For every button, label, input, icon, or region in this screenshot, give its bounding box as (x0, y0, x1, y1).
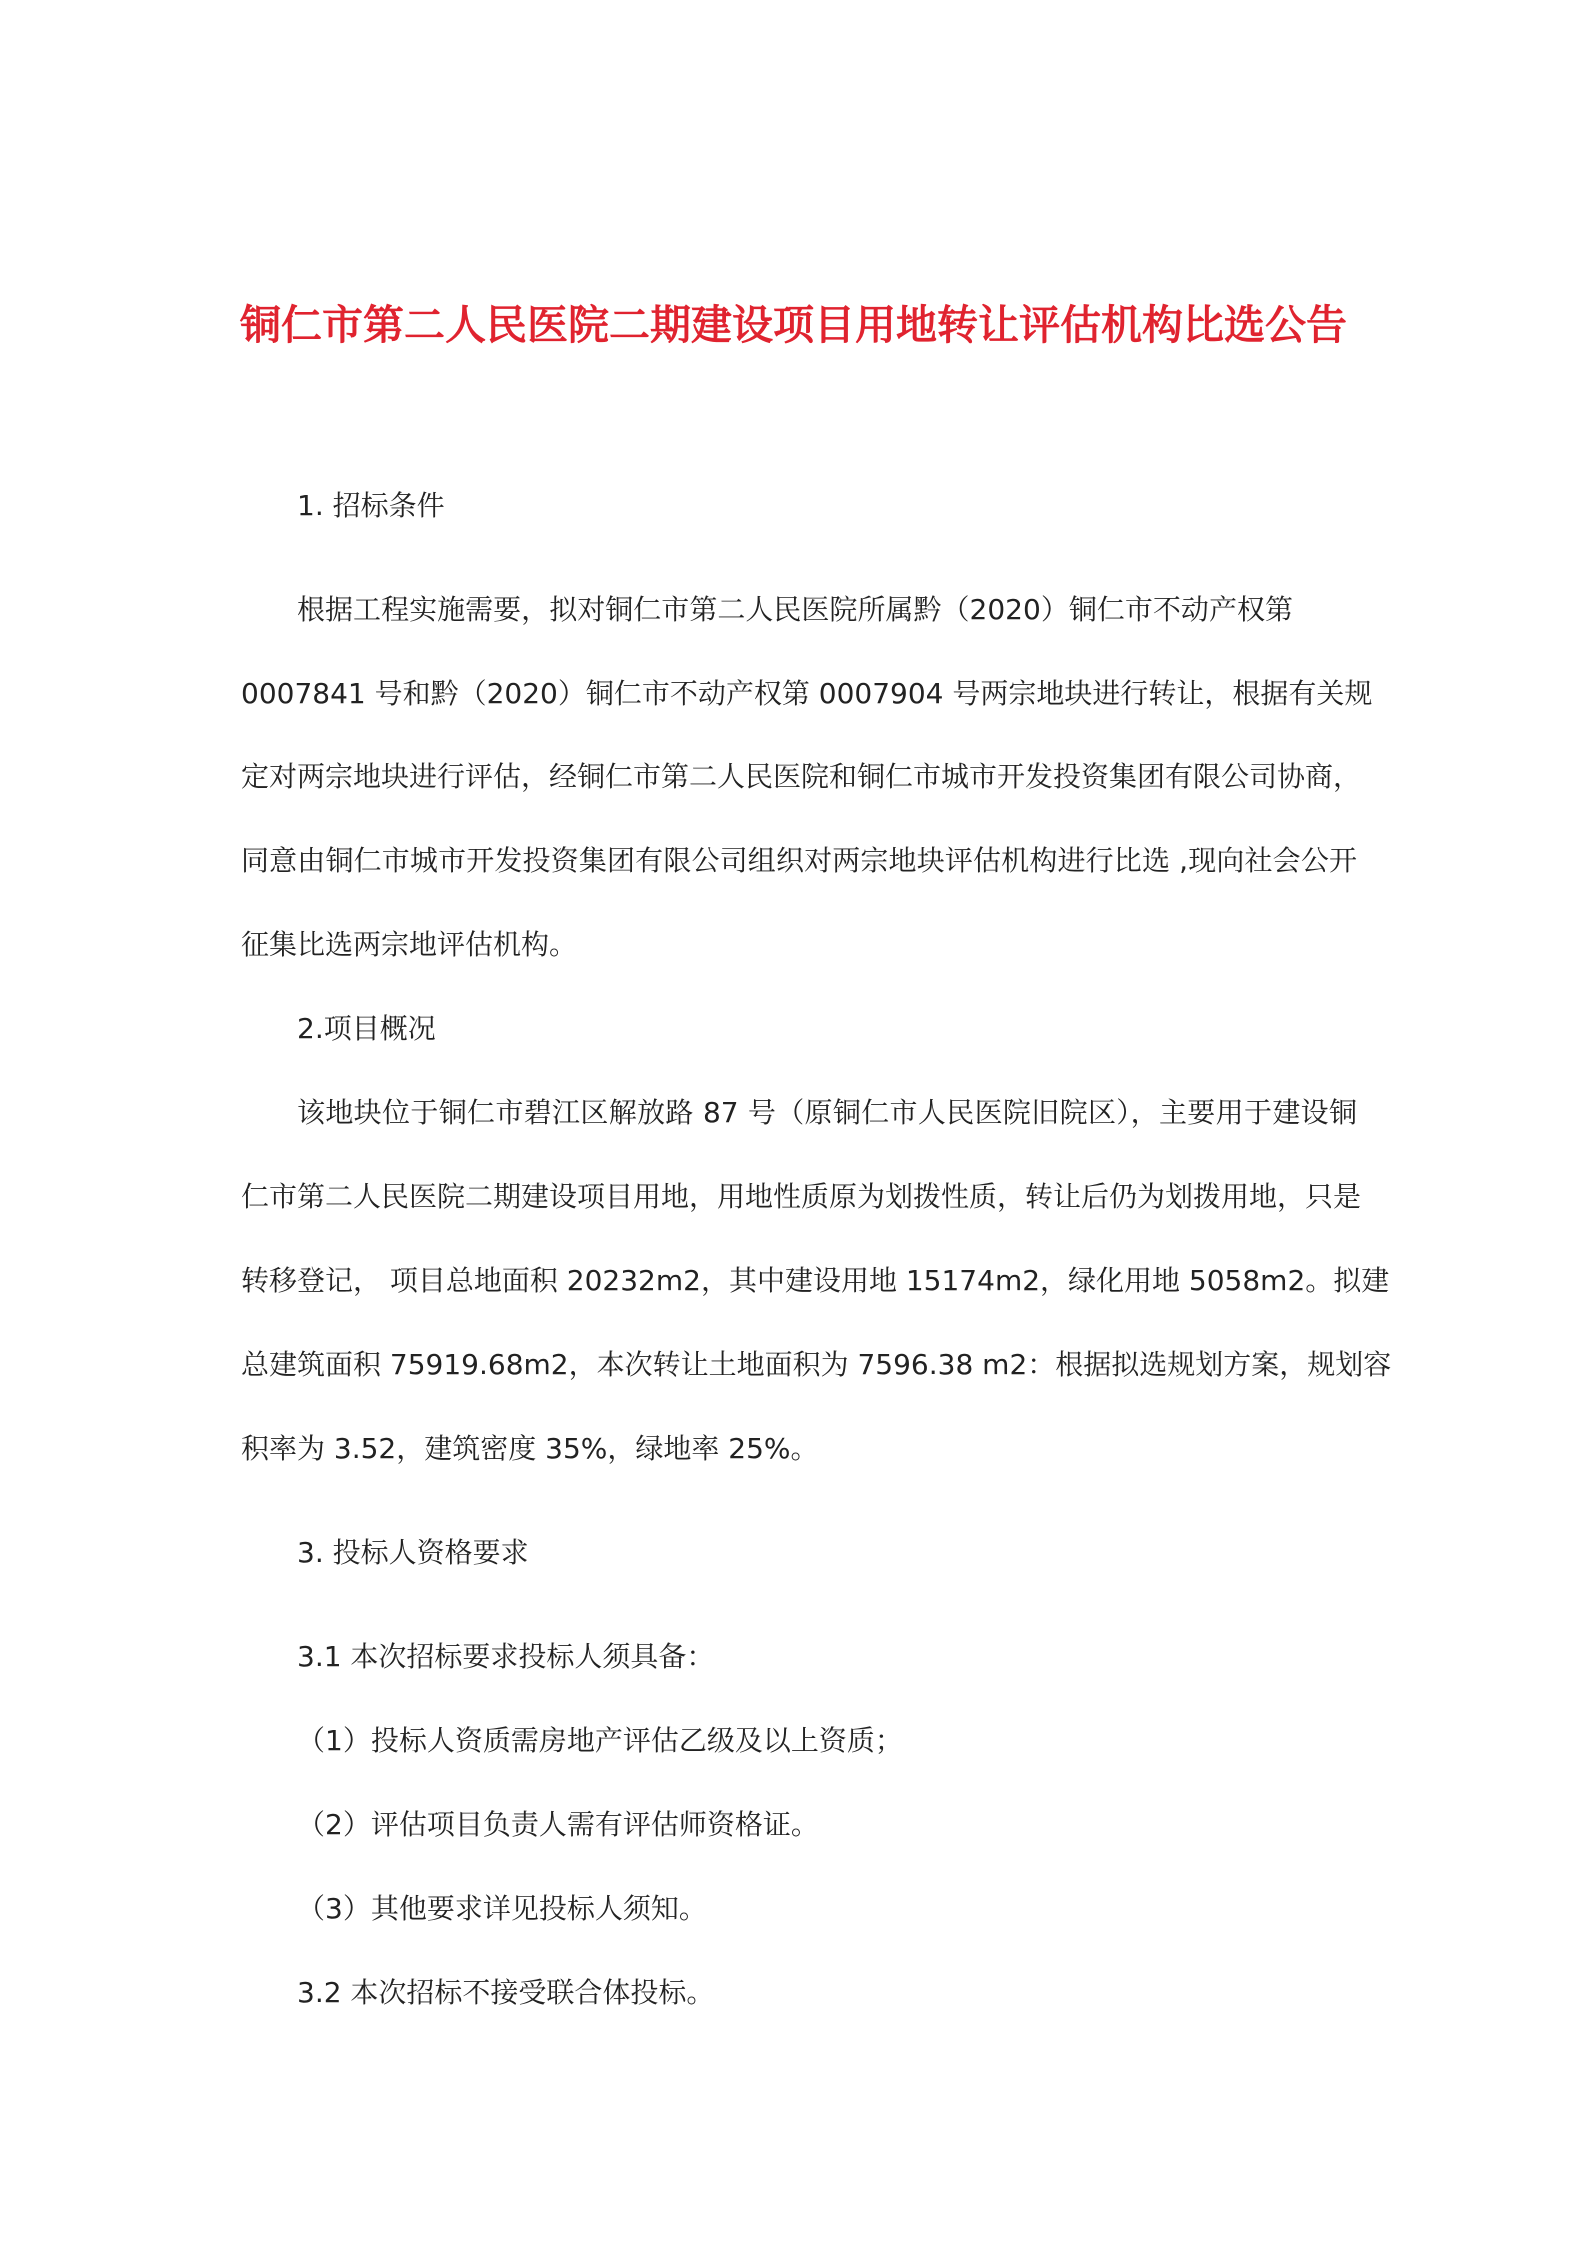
section3-sub1: 3.1 本次招标要求投标人须具备： (297, 1640, 715, 1673)
section2-line: 仁市第二人民医院二期建设项目用地，用地性质原为划拨性质，转让后仍为划拨用地，只是 (241, 1180, 1362, 1213)
section2-line: 转移登记， 项目总地面积 20232m2，其中建设用地 15174m2，绿化用地 5058m2。拟建 (241, 1264, 1390, 1297)
requirement-item: （1）投标人资质需房地产评估乙级及以上资质； (297, 1724, 903, 1757)
requirement-item: （3）其他要求详见投标人须知。 (297, 1892, 707, 1925)
section3-sub2: 3.2 本次招标不接受联合体投标。 (297, 1976, 715, 2009)
section1-line: 0007841 号和黔（2020）铜仁市不动产权第 0007904 号两宗地块进行转让，根据有关规 (241, 677, 1373, 710)
section2-line: 总建筑面积 75919.68m2，本次转让土地面积为 7596.38 m2：根据拟选规划方案，规划容 (241, 1348, 1392, 1381)
document-title: 铜仁市第二人民医院二期建设项目用地转让评估机构比选公告 (240, 301, 1347, 349)
section2-line: 该地块位于铜仁市碧江区解放路 87 号（原铜仁市人民医院旧院区），主要用于建设铜 (297, 1096, 1357, 1129)
section2-heading: 2.项目概况 (297, 1012, 436, 1045)
section1-line: 征集比选两宗地评估机构。 (241, 928, 578, 961)
section1-heading: 1. 招标条件 (297, 489, 445, 522)
section1-line: 根据工程实施需要，拟对铜仁市第二人民医院所属黔（2020）铜仁市不动产权第 (297, 593, 1293, 626)
section1-line: 同意由铜仁市城市开发投资集团有限公司组织对两宗地块评估机构进行比选 ,现向社会公开 (241, 844, 1357, 877)
section2-line: 积率为 3.52，建筑密度 35%，绿地率 25%。 (241, 1432, 819, 1465)
section1-line: 定对两宗地块进行评估，经铜仁市第二人民医院和铜仁市城市开发投资集团有限公司协商， (241, 760, 1362, 793)
section3-heading: 3. 投标人资格要求 (297, 1536, 529, 1569)
requirement-item: （2）评估项目负责人需有评估师资格证。 (297, 1808, 819, 1841)
